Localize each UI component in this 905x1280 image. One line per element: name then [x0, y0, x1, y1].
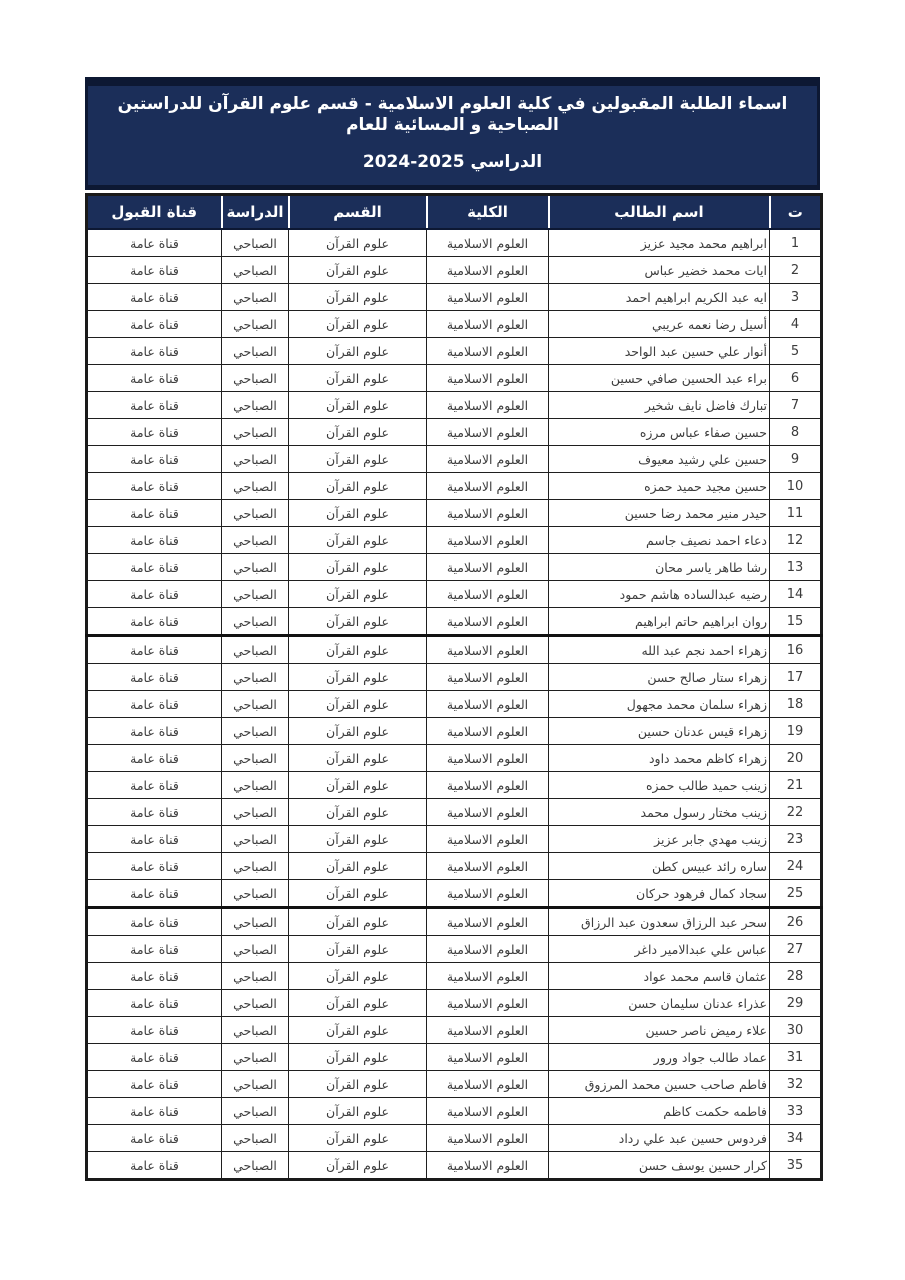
college-cell: العلوم الاسلامية	[427, 1017, 549, 1044]
table-header-row	[87, 195, 822, 230]
college-cell: العلوم الاسلامية	[427, 853, 549, 880]
student-name-cell: زهراء احمد نجم عبد الله	[549, 636, 770, 664]
dept-cell: علوم القرآن	[289, 1017, 427, 1044]
table-row	[87, 880, 822, 908]
college-cell: العلوم الاسلامية	[427, 554, 549, 581]
row-number-cell: 19	[770, 718, 822, 745]
table-row	[87, 853, 822, 880]
college-cell: العلوم الاسلامية	[427, 500, 549, 527]
channel-cell: قناة عامة	[87, 473, 222, 500]
table-row	[87, 527, 822, 554]
study-cell: الصباحي	[222, 446, 289, 473]
study-cell: الصباحي	[222, 608, 289, 636]
dept-cell: علوم القرآن	[289, 691, 427, 718]
channel-cell: قناة عامة	[87, 338, 222, 365]
dept-cell: علوم القرآن	[289, 853, 427, 880]
college-cell: العلوم الاسلامية	[427, 392, 549, 419]
college-cell: العلوم الاسلامية	[427, 908, 549, 936]
student-name-cell: ابراهيم محمد مجيد عزيز	[549, 229, 770, 257]
study-cell: الصباحي	[222, 311, 289, 338]
student-name-cell: أسيل رضا نعمه عريبي	[549, 311, 770, 338]
college-cell: العلوم الاسلامية	[427, 691, 549, 718]
college-cell: العلوم الاسلامية	[427, 990, 549, 1017]
study-cell: الصباحي	[222, 419, 289, 446]
row-number-cell: 25	[770, 880, 822, 908]
dept-cell: علوم القرآن	[289, 473, 427, 500]
student-name-cell: براء عبد الحسين صافي حسين	[549, 365, 770, 392]
college-cell: العلوم الاسلامية	[427, 1071, 549, 1098]
table-row	[87, 284, 822, 311]
study-cell: الصباحي	[222, 500, 289, 527]
student-name-cell: حسين علي رشيد معيوف	[549, 446, 770, 473]
channel-cell: قناة عامة	[87, 963, 222, 990]
row-number-cell: 35	[770, 1152, 822, 1180]
row-number-cell: 14	[770, 581, 822, 608]
study-cell: الصباحي	[222, 718, 289, 745]
dept-cell: علوم القرآن	[289, 500, 427, 527]
dept-cell: علوم القرآن	[289, 392, 427, 419]
college-cell: العلوم الاسلامية	[427, 880, 549, 908]
table-row	[87, 1098, 822, 1125]
study-cell: الصباحي	[222, 936, 289, 963]
channel-cell: قناة عامة	[87, 826, 222, 853]
channel-cell: قناة عامة	[87, 527, 222, 554]
dept-cell: علوم القرآن	[289, 880, 427, 908]
college-cell: العلوم الاسلامية	[427, 636, 549, 664]
dept-cell: علوم القرآن	[289, 745, 427, 772]
dept-cell: علوم القرآن	[289, 338, 427, 365]
study-cell: الصباحي	[222, 554, 289, 581]
row-number-cell: 8	[770, 419, 822, 446]
student-name-cell: عذراء عدنان سليمان حسن	[549, 990, 770, 1017]
student-name-cell: زينب مهدي جابر عزيز	[549, 826, 770, 853]
college-cell: العلوم الاسلامية	[427, 229, 549, 257]
college-cell: العلوم الاسلامية	[427, 963, 549, 990]
student-name-cell: زينب حميد طالب حمزه	[549, 772, 770, 799]
dept-cell: علوم القرآن	[289, 664, 427, 691]
row-number-cell: 17	[770, 664, 822, 691]
college-cell: العلوم الاسلامية	[427, 365, 549, 392]
student-name-cell: حيدر منير محمد رضا حسين	[549, 500, 770, 527]
dept-cell: علوم القرآن	[289, 936, 427, 963]
student-name-cell: ساره رائد عبيس كطن	[549, 853, 770, 880]
channel-cell: قناة عامة	[87, 284, 222, 311]
row-number-cell: 6	[770, 365, 822, 392]
channel-cell: قناة عامة	[87, 581, 222, 608]
study-cell: الصباحي	[222, 1071, 289, 1098]
channel-cell: قناة عامة	[87, 908, 222, 936]
table-row	[87, 718, 822, 745]
column-header-study: الدراسة	[222, 195, 289, 230]
channel-cell: قناة عامة	[87, 1017, 222, 1044]
study-cell: الصباحي	[222, 826, 289, 853]
dept-cell: علوم القرآن	[289, 799, 427, 826]
row-number-cell: 12	[770, 527, 822, 554]
dept-cell: علوم القرآن	[289, 990, 427, 1017]
college-cell: العلوم الاسلامية	[427, 473, 549, 500]
channel-cell: قناة عامة	[87, 691, 222, 718]
study-cell: الصباحي	[222, 1044, 289, 1071]
student-name-cell: زهراء قيس عدنان حسين	[549, 718, 770, 745]
college-cell: العلوم الاسلامية	[427, 311, 549, 338]
table-row	[87, 936, 822, 963]
row-number-cell: 30	[770, 1017, 822, 1044]
channel-cell: قناة عامة	[87, 718, 222, 745]
row-number-cell: 21	[770, 772, 822, 799]
student-name-cell: ايه عبد الكريم ابراهيم احمد	[549, 284, 770, 311]
student-name-cell: رشا طاهر ياسر محان	[549, 554, 770, 581]
row-number-cell: 31	[770, 1044, 822, 1071]
channel-cell: قناة عامة	[87, 419, 222, 446]
college-cell: العلوم الاسلامية	[427, 1044, 549, 1071]
column-header-channel: قناة القبول	[87, 195, 222, 230]
dept-cell: علوم القرآن	[289, 772, 427, 799]
channel-cell: قناة عامة	[87, 772, 222, 799]
study-cell: الصباحي	[222, 581, 289, 608]
table-row	[87, 338, 822, 365]
college-cell: العلوم الاسلامية	[427, 772, 549, 799]
channel-cell: قناة عامة	[87, 936, 222, 963]
channel-cell: قناة عامة	[87, 554, 222, 581]
dept-cell: علوم القرآن	[289, 636, 427, 664]
study-cell: الصباحي	[222, 365, 289, 392]
student-name-cell: رضيه عبدالساده هاشم حمود	[549, 581, 770, 608]
channel-cell: قناة عامة	[87, 636, 222, 664]
student-name-cell: علاء رميض ناصر حسين	[549, 1017, 770, 1044]
college-cell: العلوم الاسلامية	[427, 608, 549, 636]
channel-cell: قناة عامة	[87, 1098, 222, 1125]
row-number-cell: 33	[770, 1098, 822, 1125]
table-row	[87, 1044, 822, 1071]
row-number-cell: 32	[770, 1071, 822, 1098]
row-number-cell: 2	[770, 257, 822, 284]
student-name-cell: ايات محمد خضير عباس	[549, 257, 770, 284]
table-row	[87, 446, 822, 473]
row-number-cell: 13	[770, 554, 822, 581]
college-cell: العلوم الاسلامية	[427, 745, 549, 772]
college-cell: العلوم الاسلامية	[427, 826, 549, 853]
table-row	[87, 1017, 822, 1044]
channel-cell: قناة عامة	[87, 799, 222, 826]
student-name-cell: فاطم صاحب حسين محمد المرزوق	[549, 1071, 770, 1098]
dept-cell: علوم القرآن	[289, 1098, 427, 1125]
study-cell: الصباحي	[222, 963, 289, 990]
row-number-cell: 24	[770, 853, 822, 880]
study-cell: الصباحي	[222, 745, 289, 772]
channel-cell: قناة عامة	[87, 1044, 222, 1071]
row-number-cell: 10	[770, 473, 822, 500]
study-cell: الصباحي	[222, 229, 289, 257]
row-number-cell: 22	[770, 799, 822, 826]
student-name-cell: سحر عبد الرزاق سعدون عبد الرزاق	[549, 908, 770, 936]
row-number-cell: 18	[770, 691, 822, 718]
table-row	[87, 608, 822, 636]
dept-cell: علوم القرآن	[289, 581, 427, 608]
channel-cell: قناة عامة	[87, 365, 222, 392]
college-cell: العلوم الاسلامية	[427, 718, 549, 745]
channel-cell: قناة عامة	[87, 1152, 222, 1180]
college-cell: العلوم الاسلامية	[427, 419, 549, 446]
dept-cell: علوم القرآن	[289, 1071, 427, 1098]
study-cell: الصباحي	[222, 257, 289, 284]
study-cell: الصباحي	[222, 473, 289, 500]
channel-cell: قناة عامة	[87, 1125, 222, 1152]
row-number-cell: 27	[770, 936, 822, 963]
study-cell: الصباحي	[222, 990, 289, 1017]
table-row	[87, 963, 822, 990]
column-header-number: ت	[770, 195, 822, 230]
channel-cell: قناة عامة	[87, 392, 222, 419]
channel-cell: قناة عامة	[87, 446, 222, 473]
row-number-cell: 26	[770, 908, 822, 936]
college-cell: العلوم الاسلامية	[427, 257, 549, 284]
row-number-cell: 5	[770, 338, 822, 365]
dept-cell: علوم القرآن	[289, 826, 427, 853]
channel-cell: قناة عامة	[87, 257, 222, 284]
table-row	[87, 664, 822, 691]
college-cell: العلوم الاسلامية	[427, 284, 549, 311]
study-cell: الصباحي	[222, 636, 289, 664]
row-number-cell: 7	[770, 392, 822, 419]
student-name-cell: روان ابراهيم حاتم ابراهيم	[549, 608, 770, 636]
table-row	[87, 691, 822, 718]
study-cell: الصباحي	[222, 527, 289, 554]
study-cell: الصباحي	[222, 664, 289, 691]
table-row	[87, 500, 822, 527]
channel-cell: قناة عامة	[87, 880, 222, 908]
student-name-cell: فاطمه حكمت كاظم	[549, 1098, 770, 1125]
column-header-college: الكلية	[427, 195, 549, 230]
dept-cell: علوم القرآن	[289, 257, 427, 284]
study-cell: الصباحي	[222, 284, 289, 311]
dept-cell: علوم القرآن	[289, 419, 427, 446]
student-name-cell: حسين مجيد حميد حمزه	[549, 473, 770, 500]
table-row	[87, 799, 822, 826]
study-cell: الصباحي	[222, 1098, 289, 1125]
table-row	[87, 908, 822, 936]
dept-cell: علوم القرآن	[289, 963, 427, 990]
channel-cell: قناة عامة	[87, 853, 222, 880]
channel-cell: قناة عامة	[87, 229, 222, 257]
table-row	[87, 1125, 822, 1152]
study-cell: الصباحي	[222, 1152, 289, 1180]
student-name-cell: أنوار علي حسين عبد الواحد	[549, 338, 770, 365]
dept-cell: علوم القرآن	[289, 229, 427, 257]
college-cell: العلوم الاسلامية	[427, 581, 549, 608]
channel-cell: قناة عامة	[87, 664, 222, 691]
study-cell: الصباحي	[222, 691, 289, 718]
dept-cell: علوم القرآن	[289, 1044, 427, 1071]
row-number-cell: 28	[770, 963, 822, 990]
study-cell: الصباحي	[222, 1017, 289, 1044]
column-header-dept: القسم	[289, 195, 427, 230]
channel-cell: قناة عامة	[87, 1071, 222, 1098]
table-row	[87, 581, 822, 608]
channel-cell: قناة عامة	[87, 990, 222, 1017]
table-row	[87, 257, 822, 284]
dept-cell: علوم القرآن	[289, 527, 427, 554]
dept-cell: علوم القرآن	[289, 608, 427, 636]
college-cell: العلوم الاسلامية	[427, 527, 549, 554]
row-number-cell: 23	[770, 826, 822, 853]
table-row	[87, 473, 822, 500]
student-name-cell: تبارك فاضل نايف شخير	[549, 392, 770, 419]
study-cell: الصباحي	[222, 908, 289, 936]
college-cell: العلوم الاسلامية	[427, 1125, 549, 1152]
table-row	[87, 826, 822, 853]
study-cell: الصباحي	[222, 799, 289, 826]
channel-cell: قناة عامة	[87, 608, 222, 636]
row-number-cell: 29	[770, 990, 822, 1017]
college-cell: العلوم الاسلامية	[427, 799, 549, 826]
student-name-cell: زهراء ستار صالح حسن	[549, 664, 770, 691]
study-cell: الصباحي	[222, 880, 289, 908]
college-cell: العلوم الاسلامية	[427, 338, 549, 365]
table-row	[87, 745, 822, 772]
college-cell: العلوم الاسلامية	[427, 446, 549, 473]
study-cell: الصباحي	[222, 772, 289, 799]
student-name-cell: زينب مختار رسول محمد	[549, 799, 770, 826]
dept-cell: علوم القرآن	[289, 284, 427, 311]
row-number-cell: 20	[770, 745, 822, 772]
student-name-cell: فردوس حسين عبد علي رداد	[549, 1125, 770, 1152]
row-number-cell: 1	[770, 229, 822, 257]
table-row	[87, 1071, 822, 1098]
row-number-cell: 34	[770, 1125, 822, 1152]
title-line-1: اسماء الطلبة المقبولين في كلية العلوم الاسلامية - قسم علوم القرآن للدراستين الصباحية و المسائية للعام	[117, 94, 788, 136]
table-row	[87, 1152, 822, 1180]
dept-cell: علوم القرآن	[289, 1125, 427, 1152]
table-row	[87, 990, 822, 1017]
table-row	[87, 392, 822, 419]
row-number-cell: 11	[770, 500, 822, 527]
student-name-cell: زهراء سلمان محمد مجهول	[549, 691, 770, 718]
channel-cell: قناة عامة	[87, 500, 222, 527]
document-title-block	[85, 77, 820, 190]
row-number-cell: 16	[770, 636, 822, 664]
study-cell: الصباحي	[222, 392, 289, 419]
table-row	[87, 419, 822, 446]
student-name-cell: عثمان قاسم محمد عواد	[549, 963, 770, 990]
student-name-cell: زهراء كاظم محمد داود	[549, 745, 770, 772]
study-cell: الصباحي	[222, 338, 289, 365]
table-row	[87, 365, 822, 392]
student-name-cell: دعاء احمد نصيف جاسم	[549, 527, 770, 554]
students-body	[87, 229, 822, 1180]
dept-cell: علوم القرآن	[289, 718, 427, 745]
college-cell: العلوم الاسلامية	[427, 664, 549, 691]
title-line-2: الدراسي 2025-2024	[362, 151, 543, 172]
row-number-cell: 3	[770, 284, 822, 311]
dept-cell: علوم القرآن	[289, 365, 427, 392]
dept-cell: علوم القرآن	[289, 908, 427, 936]
study-cell: الصباحي	[222, 853, 289, 880]
student-name-cell: سجاد كمال فرهود حركان	[549, 880, 770, 908]
channel-cell: قناة عامة	[87, 745, 222, 772]
college-cell: العلوم الاسلامية	[427, 936, 549, 963]
dept-cell: علوم القرآن	[289, 446, 427, 473]
channel-cell: قناة عامة	[87, 311, 222, 338]
dept-cell: علوم القرآن	[289, 554, 427, 581]
column-header-name: اسم الطالب	[549, 195, 770, 230]
college-cell: العلوم الاسلامية	[427, 1152, 549, 1180]
student-name-cell: عباس علي عبدالامير داغر	[549, 936, 770, 963]
students-table	[85, 193, 823, 1181]
row-number-cell: 15	[770, 608, 822, 636]
table-row	[87, 636, 822, 664]
student-name-cell: حسين صفاء عباس مرزه	[549, 419, 770, 446]
row-number-cell: 9	[770, 446, 822, 473]
dept-cell: علوم القرآن	[289, 1152, 427, 1180]
college-cell: العلوم الاسلامية	[427, 1098, 549, 1125]
student-name-cell: عماد طالب جواد ورور	[549, 1044, 770, 1071]
table-row	[87, 554, 822, 581]
table-row	[87, 229, 822, 257]
study-cell: الصباحي	[222, 1125, 289, 1152]
table-row	[87, 772, 822, 799]
table-row	[87, 311, 822, 338]
dept-cell: علوم القرآن	[289, 311, 427, 338]
row-number-cell: 4	[770, 311, 822, 338]
student-name-cell: كرار حسين يوسف حسن	[549, 1152, 770, 1180]
